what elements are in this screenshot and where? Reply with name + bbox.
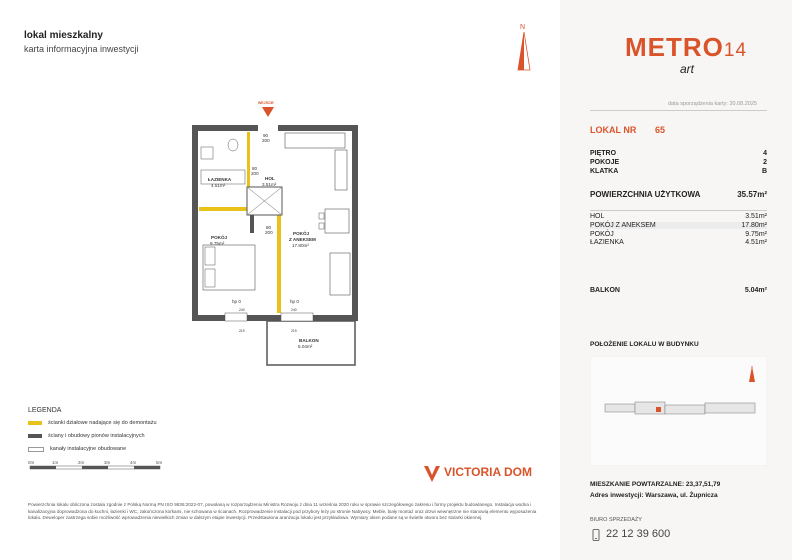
room-row: HOL 3.51m²: [590, 213, 767, 220]
room-row: POKÓJ Z ANEKSEM 17.80m²: [590, 222, 767, 229]
sales-label: BIURO SPRZEDAŻY: [590, 517, 642, 523]
prop-row: POKOJE 2: [590, 159, 767, 166]
balkon-row: BALKON 5.04m²: [590, 287, 767, 294]
scale-bar: [28, 458, 178, 474]
legend-label: ściany i obudowy pionów instalacyjnych: [48, 433, 145, 439]
balkon-label: BALKON: [299, 338, 319, 343]
pokoj-aneks-area: 17.80m²: [292, 243, 309, 248]
victoria-dom-logo-icon: [422, 464, 442, 484]
hp-left: hp 0: [232, 299, 241, 304]
balcony-outline: [267, 321, 355, 365]
legend-swatch-dark: [28, 434, 42, 438]
door1-top: 80: [252, 166, 258, 171]
legend-swatch-yellow: [28, 421, 42, 425]
phone-icon: [591, 529, 601, 541]
win-left-1: 240: [239, 308, 245, 312]
pokoj-aneks-label-1: POKÓJ: [293, 231, 310, 236]
svg-text:N: N: [520, 24, 526, 31]
north-arrow-icon: [510, 20, 540, 72]
legend-item: [28, 433, 145, 439]
repeated-units: MIESZKANIE POWTARZALNE: 23,37,51,79: [590, 481, 721, 488]
entrance-label: WEJŚCIE: [258, 101, 274, 105]
divider: [590, 210, 767, 211]
legend-title: LEGENDA: [28, 407, 62, 414]
sales-phone[interactable]: 22 12 39 600: [606, 528, 671, 540]
brand-logo-sub: art: [680, 62, 695, 76]
developer-name: VICTORIA DOM: [444, 465, 533, 479]
room-row: ŁAZIENKA 4.51m²: [590, 239, 767, 246]
hol-area: 3.51m²: [262, 182, 277, 187]
page-title: lokal mieszkalny: [24, 30, 103, 41]
floor-plan: [185, 95, 385, 375]
door2-bottom: 200: [265, 230, 273, 235]
win-left-2: 219: [239, 329, 245, 333]
info-panel: [560, 0, 792, 560]
door3-top: 90: [263, 133, 269, 138]
scale-0: 0m: [28, 460, 35, 465]
divider: [590, 110, 767, 111]
scale-5: 5m: [156, 460, 163, 465]
win-right-1: 240: [291, 308, 297, 312]
room-row: POKÓJ 9.75m²: [590, 231, 767, 238]
entrance-marker-icon: [262, 107, 274, 117]
balkon-area: 5.04m²: [298, 344, 313, 349]
hol-label: HOL: [265, 176, 275, 181]
brand-logo: METRO14: [625, 32, 748, 62]
door2-top: 80: [266, 225, 272, 230]
win-right-2: 219: [291, 329, 297, 333]
address: Adres inwestycji: Warszawa, ul. Żupnicza: [590, 492, 718, 499]
legend-swatch-grey: [28, 447, 44, 452]
unit-marker: [656, 407, 661, 412]
prop-row: KLATKA B: [590, 168, 767, 175]
legend-label: kanały instalacyjne obudowane: [50, 446, 127, 452]
footer-note: Powierzchnia lokalu obliczona zostala zgodnie z Polską Normą PN ISO 9836:2022-07, powołaną w rozporządzeniu Ministra Rozwoju z dnia 11 września 2020 roku w sprawie szczegółowego zakresu i formy projektu budowlanego. Instalacja wodna i kanalizacyjna doprowadzona do kuchni, łazienki i WC, zakończona korkami, nie schowana w ścianach. Rozprowadzenie instalacji pod przybory leży po stronie Nabywcy. Meble, biały montaż oraz drzwi wewnętrzne nie stanowią elementu wyposażenia lokalu. Deweloper zastrzega sobie możliwość wprowadzenia niewielkich zmian w dalszym etapie inwestycji. Przedstawiona aranżacja lokalu jest przykładowa. Wymiary okien podane są w świetle otworu bez stolarki okiennej.: [28, 502, 537, 521]
door3-bottom: 200: [262, 138, 270, 143]
legend-item: [28, 420, 157, 426]
location-title: POŁOŻENIE LOKALU W BUDYNKU: [590, 341, 699, 348]
lazienka-label: ŁAZIENKA: [208, 177, 232, 182]
prop-row: PIĘTRO 4: [590, 150, 767, 157]
pokoj-area: 9.75m²: [210, 241, 225, 246]
date-line: data sporządzenia karty: 20.08.2025: [668, 101, 757, 107]
legend-item: [28, 446, 126, 452]
hp-right: hp 0: [290, 299, 299, 304]
pokoj-aneks-label-2: Z ANEKSEM: [289, 237, 316, 242]
scale-1: 1m: [52, 460, 59, 465]
lokal-number: 65: [655, 125, 666, 135]
door1-bottom: 200: [251, 171, 259, 176]
building-location-map: [590, 356, 767, 466]
pokoj-label: POKÓJ: [211, 235, 228, 240]
scale-2: 2m: [78, 460, 85, 465]
area-row: POWIERZCHNIA UŻYTKOWA 35.57m²: [590, 190, 767, 199]
lokal-label: LOKAL NR: [590, 125, 637, 135]
scale-3: 3m: [104, 460, 111, 465]
lazienka-area: 4.51m²: [211, 183, 226, 188]
scale-4: 4m: [130, 460, 137, 465]
page-subtitle: karta informacyjna inwestycji: [24, 44, 139, 54]
legend-label: ścianki działowe nadające się do demontażu: [48, 420, 157, 426]
